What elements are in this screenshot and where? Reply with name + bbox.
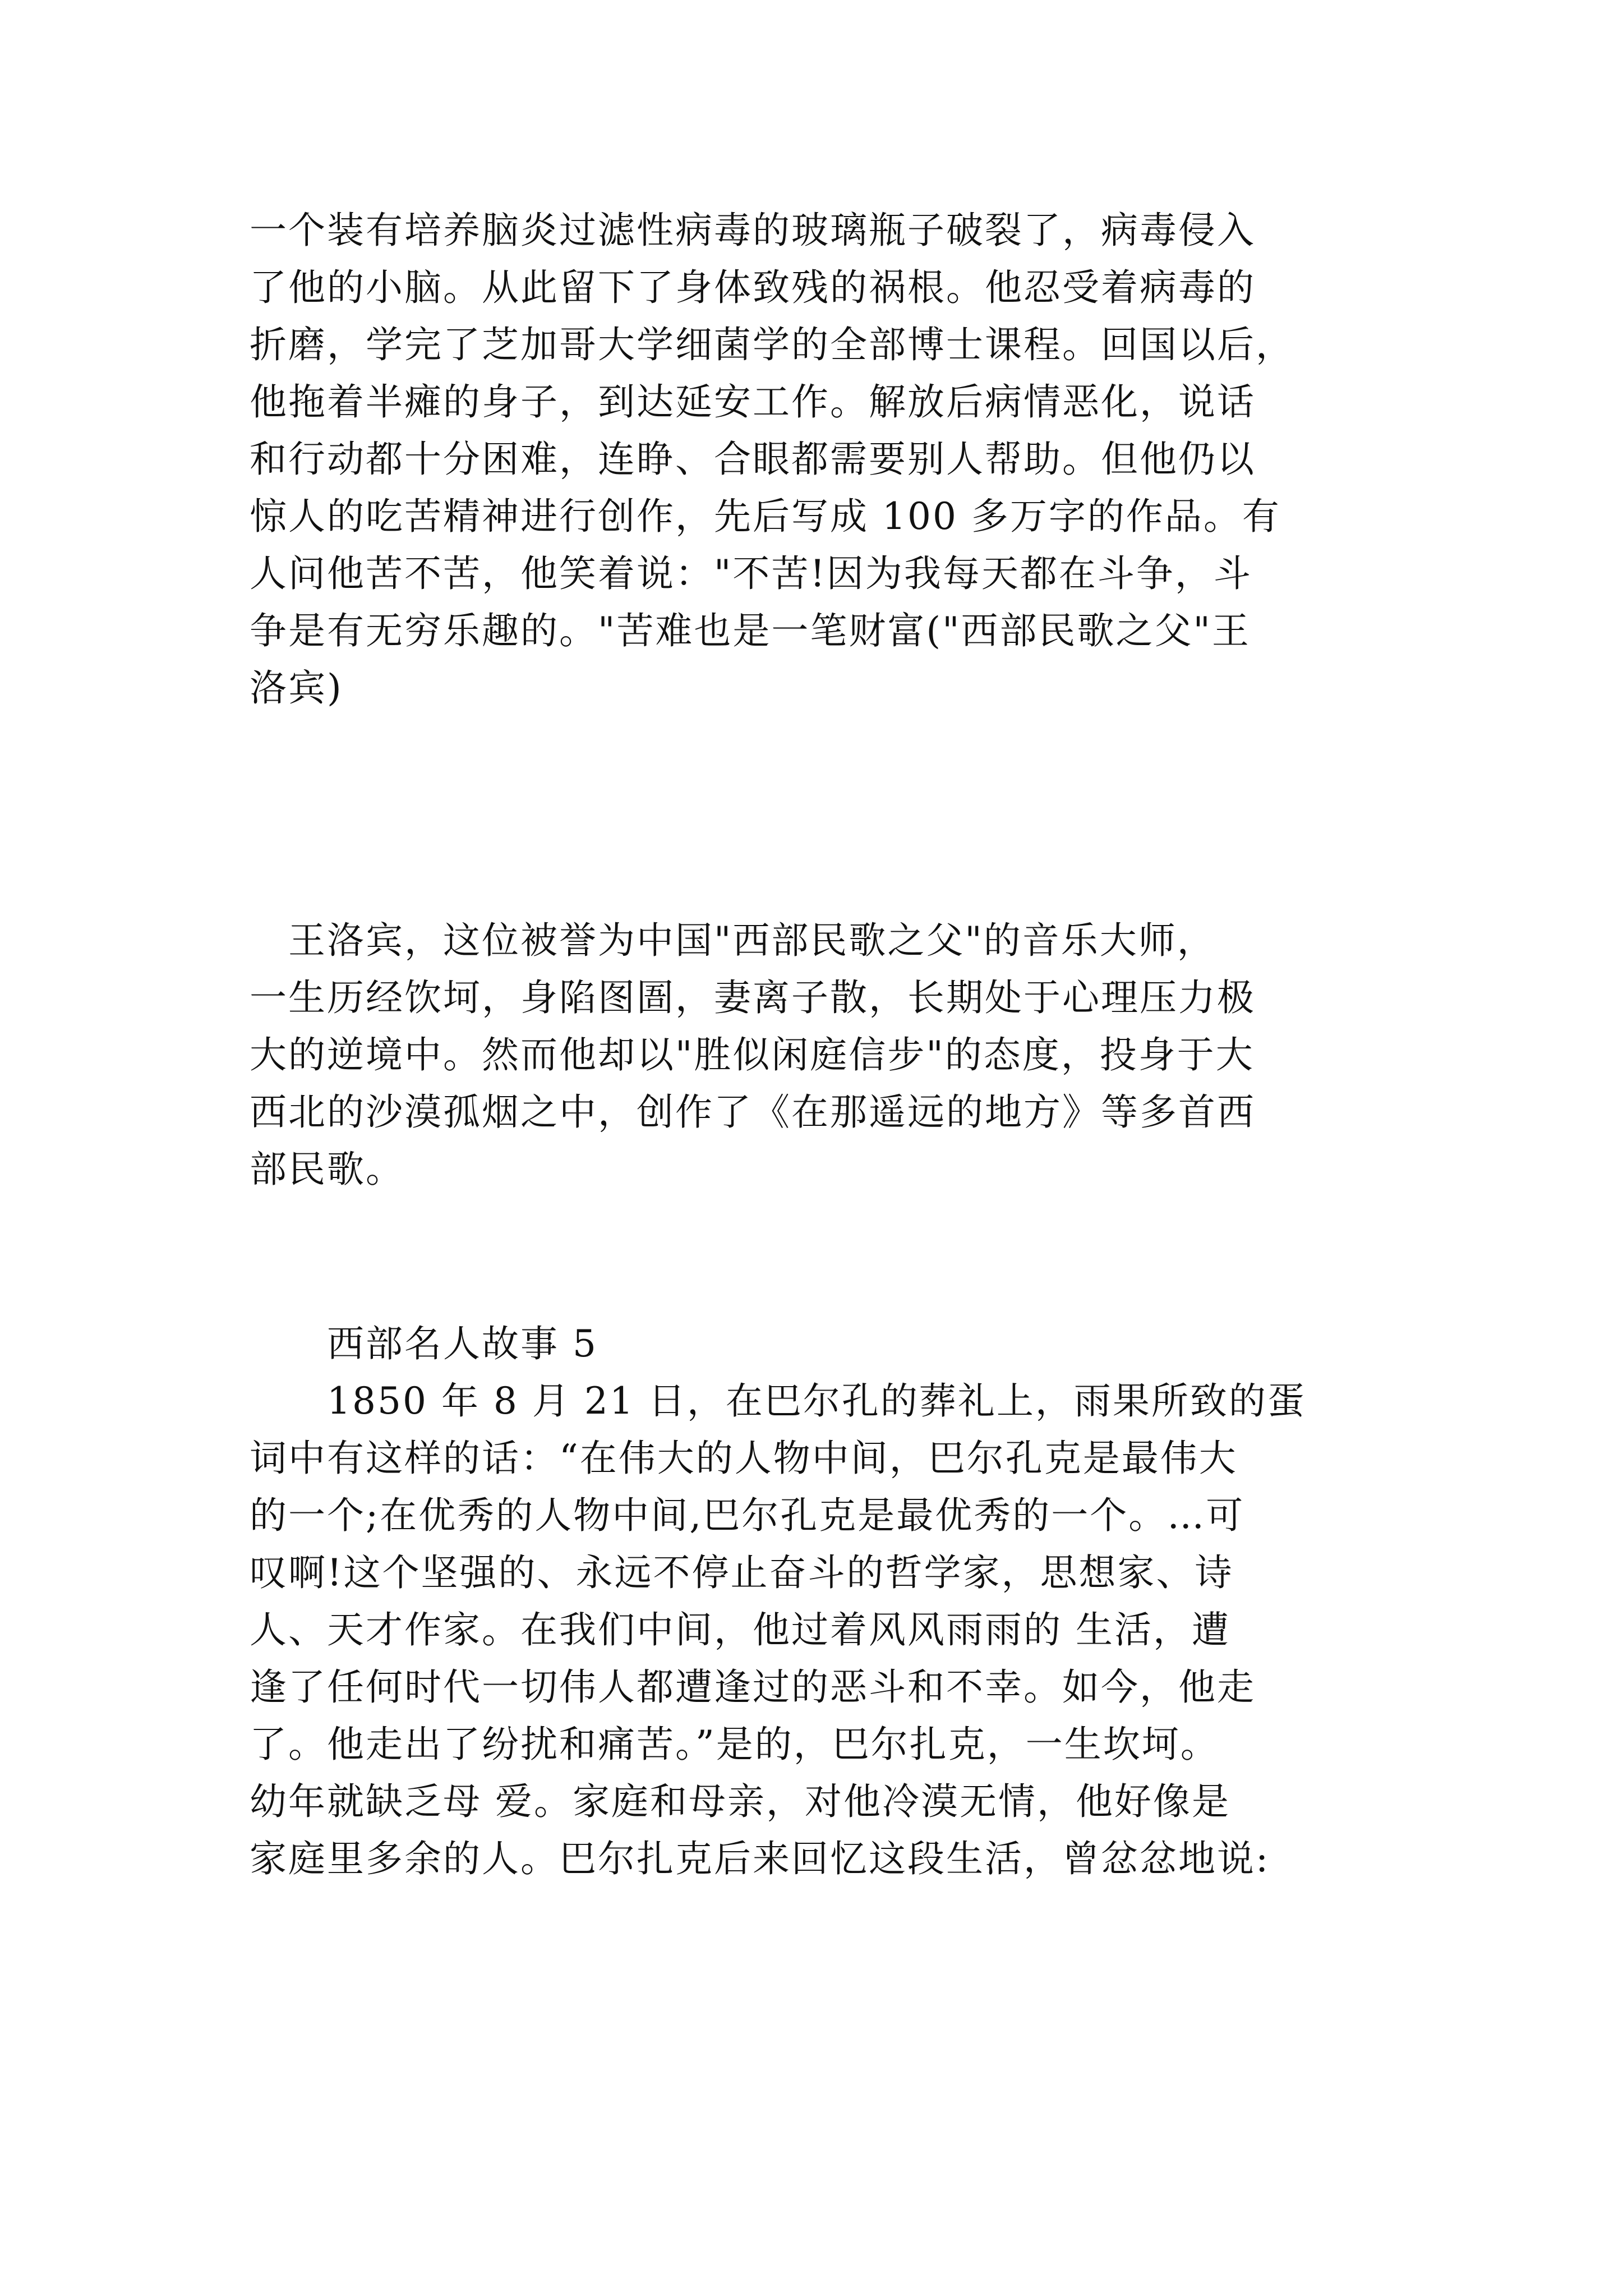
text-line: 和行动都十分困难，连睁、合眼都需要别人帮助。但他仍以 <box>250 438 1256 481</box>
text-line: 折磨，学完了芝加哥大学细菌学的全部博士课程。回国以后， <box>250 323 1294 366</box>
text-line: 争是有无穷乐趣的。"苦难也是一笔财富("西部民歌之父"王 <box>250 609 1251 652</box>
text-line: 部民歌。 <box>250 1148 404 1191</box>
text-line: 逢了任何时代一切伟人都遭逢过的恶斗和不幸。如今，他走 <box>250 1665 1256 1709</box>
text-line: 1850 年 8 月 21 日，在巴尔孔的葬礼上，雨果所致的蛋 <box>250 1379 1306 1423</box>
section-balzac <box>250 1315 1388 1888</box>
paragraph-wang-luobin <box>250 912 1388 1198</box>
text-line: 一生历经饮坷，身陷图圄，妻离子散，长期处于心理压力极 <box>250 976 1256 1019</box>
text-line: 人问他苦不苦，他笑着说："不苦!因为我每天都在斗争，斗 <box>250 552 1252 595</box>
section-heading: 西部名人故事 5 <box>250 1322 598 1365</box>
text-line: 大的逆境中。然而他却以"胜似闲庭信步"的态度，投身于大 <box>250 1033 1255 1076</box>
text-line: 西北的沙漠孤烟之中，创作了《在那遥远的地方》等多首西 <box>250 1091 1256 1134</box>
text-line: 了。他走出了纷扰和痛苦。”是的，巴尔扎克，一生坎坷。 <box>250 1723 1219 1766</box>
text-line: 叹啊!这个坚强的、永远不停止奋斗的哲学家，思想家、诗 <box>250 1551 1234 1594</box>
text-line: 洛宾) <box>250 666 343 710</box>
text-line: 他拖着半瘫的身子，到达延安工作。解放后病情恶化，说话 <box>250 380 1256 424</box>
text-line: 幼年就缺乏母 爱。家庭和母亲，对他冷漠无情，他好像是 <box>250 1780 1230 1823</box>
text-line: 家庭里多余的人。巴尔扎克后来回忆这段生活，曾忿忿地说: <box>250 1837 1270 1880</box>
text-line: 的一个;在优秀的人物中间,巴尔孔克是最优秀的一个。…可 <box>250 1494 1245 1537</box>
paragraph-continued-story <box>250 202 1388 717</box>
text-line: 人、天才作家。在我们中间，他过着风风雨雨的 生活，遭 <box>250 1608 1230 1651</box>
text-line: 惊人的吃苦精神进行创作，先后写成 100 多万字的作品。有 <box>250 495 1281 538</box>
text-line: 词中有这样的话：“在伟大的人物中间，巴尔孔克是最伟大 <box>250 1437 1238 1480</box>
text-line: 一个装有培养脑炎过滤性病毒的玻璃瓶子破裂了，病毒侵入 <box>250 209 1256 252</box>
text-line: 王洛宾，这位被誉为中国"西部民歌之父"的音乐大师， <box>250 919 1216 962</box>
text-line: 了他的小脑。从此留下了身体致残的祸根。他忍受着病毒的 <box>250 266 1256 309</box>
